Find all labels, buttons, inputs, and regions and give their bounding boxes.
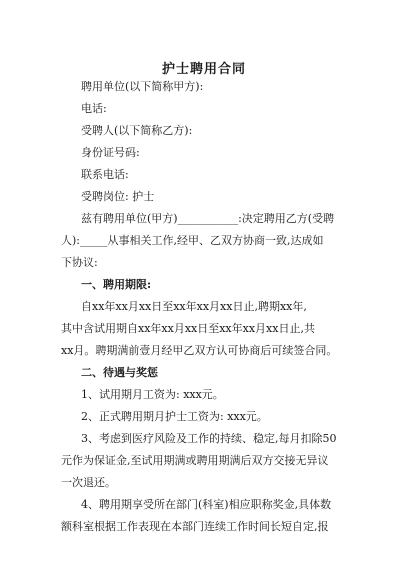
intro-line-3: 下协议: xyxy=(61,256,98,269)
section-1-line-1: 自xx年xx月xx日至xx年xx月xx日止,聘期xx年, xyxy=(81,300,307,313)
section-2-item-3-line-2: 元作为保证金,至试用期满或聘用期满后双方交接无异议 xyxy=(61,454,329,467)
position-field: 受聘岗位: 护士 xyxy=(81,190,155,203)
section-2-item-4-line-2: 额科室根据工作表现在本部门连续工作时间长短自定,报 xyxy=(61,520,329,533)
section-2-item-2: 2、正式聘用期月护士工资为: xxx元。 xyxy=(81,410,268,423)
section-2-item-3-line-1: 3、考虑到医疗风险及工作的持续、稳定,每月扣除50 xyxy=(81,432,337,445)
id-number-field: 身份证号码: xyxy=(81,146,140,159)
employee-field: 受聘人(以下简称乙方): xyxy=(81,124,193,137)
intro-line-1: 兹有聘用单位(甲方)___________:决定聘用乙方(受聘 xyxy=(81,212,335,225)
contact-phone-field: 联系电话: xyxy=(81,168,129,181)
section-1-heading: 一、聘用期限: xyxy=(81,278,152,291)
document-title: 护士聘用合同 xyxy=(161,62,246,77)
intro-line-2: 人):_____从事相关工作,经甲、乙双方协商一致,达成如 xyxy=(61,234,324,247)
section-2-item-1: 1、试用期月工资为: xxx元。 xyxy=(81,388,224,401)
section-2-item-4-line-1: 4、聘用期享受所在部门(科室)相应职称奖金,具体数 xyxy=(81,498,332,511)
section-1-line-2: 其中含试用期自xx年xx月xx日至xx年xx月xx日止,共 xyxy=(61,322,315,335)
section-2-item-3-line-3: 一次退还。 xyxy=(61,476,116,489)
section-2-heading: 二、待遇与奖惩 xyxy=(81,366,158,379)
employer-field: 聘用单位(以下简称甲方): xyxy=(81,80,204,93)
section-1-line-3: xx月。聘期满前壹月经甲乙双方认可协商后可续签合同。 xyxy=(61,344,338,357)
phone-field: 电话: xyxy=(81,102,107,115)
